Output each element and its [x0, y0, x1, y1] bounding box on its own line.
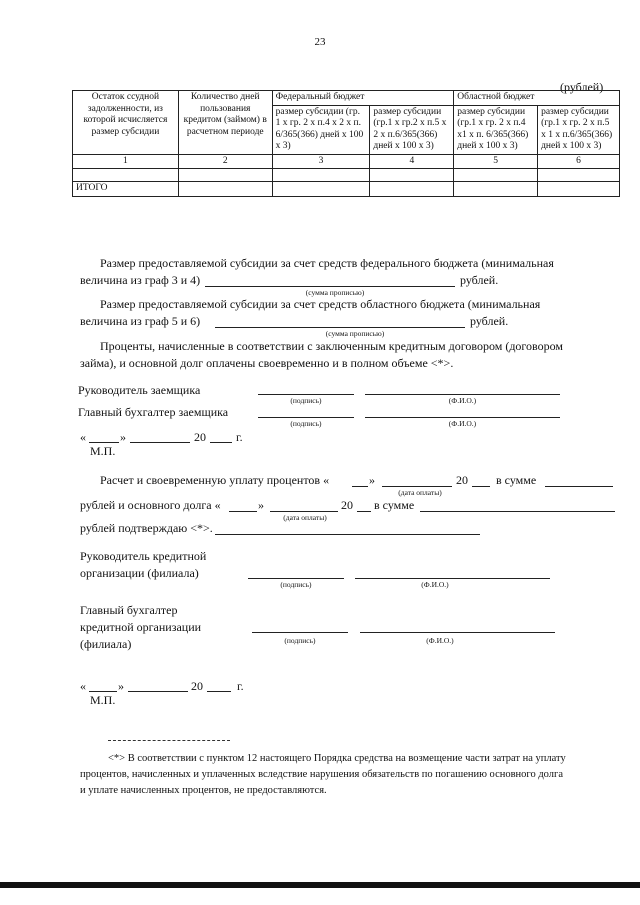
bank-head-label1: Руководитель кредитной — [80, 549, 207, 563]
payment-caption-date1: (дата оплаты) — [398, 488, 442, 497]
payment-line2-amount-line — [420, 511, 615, 512]
bank-accountant-sign-caption: (подпись) — [284, 636, 316, 645]
col-number: 6 — [538, 154, 620, 169]
date2-suffix: г. — [237, 679, 244, 693]
federal-amount-line — [205, 286, 455, 287]
regional-group-header: Областной бюджет — [454, 91, 620, 106]
bank-head-sign-caption: (подпись) — [280, 580, 312, 589]
payment-line1-year-line — [472, 486, 490, 487]
footnote-line2: процентов, начисленных и уплаченных вследствие нарушения обязательств по погашению основного долга — [80, 769, 564, 780]
payment-line2-year-line — [357, 511, 371, 512]
payment-line2-mid: » — [258, 498, 264, 512]
payment-line2-prefix: рублей и основного долга « — [80, 498, 221, 512]
col-number: 4 — [370, 154, 454, 169]
bank-head-name-caption: (Ф.И.О.) — [421, 580, 449, 589]
table-header-row — [73, 91, 620, 106]
bank-accountant-sign-line — [252, 632, 348, 633]
payment-line2-suffix: в сумме — [374, 498, 415, 512]
borrower-accountant-name-line — [365, 417, 560, 418]
footnote-line1: <*> В соответствии с пунктом 12 настоящего Порядка средства на возмещение части затрат на уплату — [108, 753, 566, 764]
bank-accountant-name-caption: (Ф.И.О.) — [426, 636, 454, 645]
borrower-head-name-line — [365, 394, 560, 395]
borrower-head-sign-line — [258, 394, 354, 395]
payment-line1-day-line — [352, 486, 368, 487]
total-row — [73, 182, 620, 197]
date2-month-line — [128, 691, 188, 692]
column-numbers-row — [73, 154, 620, 169]
date1-year: 20 — [194, 430, 206, 444]
borrower-accountant-sign-line — [258, 417, 354, 418]
regional-line1: Размер предоставляемой субсидии за счет средств областного бюджета (минимальная — [100, 297, 541, 311]
col1-header: Остаток ссудной задолженности, из которой исчисляется размер субсидии — [73, 91, 179, 155]
bank-head-sign-line — [248, 578, 344, 579]
col-number: 1 — [73, 154, 179, 169]
units-label: (рублей) — [560, 80, 604, 94]
date1-stamp: М.П. — [90, 444, 116, 458]
date1-close: » — [120, 430, 126, 444]
payment-line2-month-line — [270, 511, 338, 512]
date1-month-line — [130, 442, 190, 443]
borrower-head-name-caption: (Ф.И.О.) — [448, 396, 477, 405]
federal-suffix: рублей. — [460, 273, 499, 287]
date1-suffix: г. — [236, 430, 243, 444]
date1-year-line — [210, 442, 232, 443]
date1-open: « — [80, 430, 86, 444]
federal-group-header: Федеральный бюджет — [272, 91, 454, 106]
bottom-scan-bar — [0, 882, 640, 888]
footnote-separator — [108, 740, 230, 741]
date2-year-line — [207, 691, 231, 692]
col4-header: размер субсидии (гр.1 x гр.2 x п.5 x 2 x п.6/365(366) дней x 100 x 3) — [370, 105, 454, 154]
regional-line2-prefix: величина из граф 5 и 6) — [80, 314, 201, 328]
col-number: 2 — [178, 154, 272, 169]
interest-line1: Проценты, начисленные в соответствии с заключенным кредитным договором (договором — [100, 339, 563, 353]
borrower-head-label: Руководитель заемщика — [78, 383, 201, 397]
federal-line1: Размер предоставляемой субсидии за счет средств федерального бюджета (минимальная — [100, 256, 554, 270]
bank-head-name-line — [355, 578, 550, 579]
date2-close: » — [118, 679, 124, 693]
payment-line3: рублей подтверждаю <*>. — [80, 521, 213, 535]
regional-caption: (сумма прописью) — [325, 329, 385, 338]
borrower-head-sign-caption: (подпись) — [290, 396, 322, 405]
bank-head-label2: организации (филиала) — [80, 566, 199, 580]
federal-caption: (сумма прописью) — [305, 288, 365, 297]
bank-accountant-name-line — [360, 632, 555, 633]
payment-line1-prefix: Расчет и своевременную уплату процентов « — [100, 473, 330, 487]
interest-line2: займа), и основной долг оплачены своевременно и в полном объеме <*>. — [80, 356, 454, 370]
subsidy-table — [72, 90, 620, 197]
date2-open: « — [80, 679, 86, 693]
payment-line1-amount-line — [545, 486, 613, 487]
col6-header: размер субсидии (гр.1 x гр. 2 x п.5 x 1 x п.6/365(366) дней x 100 x 3) — [538, 105, 620, 154]
date2-stamp: М.П. — [90, 693, 116, 707]
col3-header: размер субсидии (гр. 1 x гр. 2 x п.4 x 2 x п. 6/365(366) дней x 100 x 3) — [272, 105, 370, 154]
payment-line1-year: 20 — [456, 473, 468, 487]
bank-accountant-label1: Главный бухгалтер — [80, 603, 178, 617]
borrower-accountant-name-caption: (Ф.И.О.) — [448, 419, 477, 428]
federal-line2-prefix: величина из граф 3 и 4) — [80, 273, 201, 287]
payment-caption-date2: (дата оплаты) — [283, 513, 327, 522]
payment-line2-day-line — [229, 511, 257, 512]
regional-amount-line — [215, 327, 465, 328]
bank-accountant-label3: (филиала) — [80, 637, 132, 651]
borrower-accountant-sign-caption: (подпись) — [290, 419, 322, 428]
col2-header: Количество дней пользования кредитом (займом) в расчетном периоде — [178, 91, 272, 155]
payment-line1-suffix: в сумме — [496, 473, 537, 487]
regional-suffix: рублей. — [470, 314, 509, 328]
date2-year: 20 — [191, 679, 203, 693]
payment-line1-month-line — [382, 486, 452, 487]
payment-line2-year: 20 — [341, 498, 353, 512]
col-number: 5 — [454, 154, 538, 169]
payment-line1-mid: » — [369, 473, 375, 487]
col-number: 3 — [272, 154, 370, 169]
bank-accountant-label2: кредитной организации — [80, 620, 202, 634]
footnote-line3: и уплате начисленных процентов, не предоставляются. — [80, 785, 327, 796]
borrower-accountant-label: Главный бухгалтер заемщика — [78, 405, 229, 419]
empty-data-row — [73, 169, 620, 182]
total-label: ИТОГО — [73, 182, 179, 197]
page-number: 23 — [314, 36, 326, 48]
col5-header: размер субсидии (гр.1 x гр. 2 x п.4 x1 x п. 6/365(366) дней x 100 x 3) — [454, 105, 538, 154]
